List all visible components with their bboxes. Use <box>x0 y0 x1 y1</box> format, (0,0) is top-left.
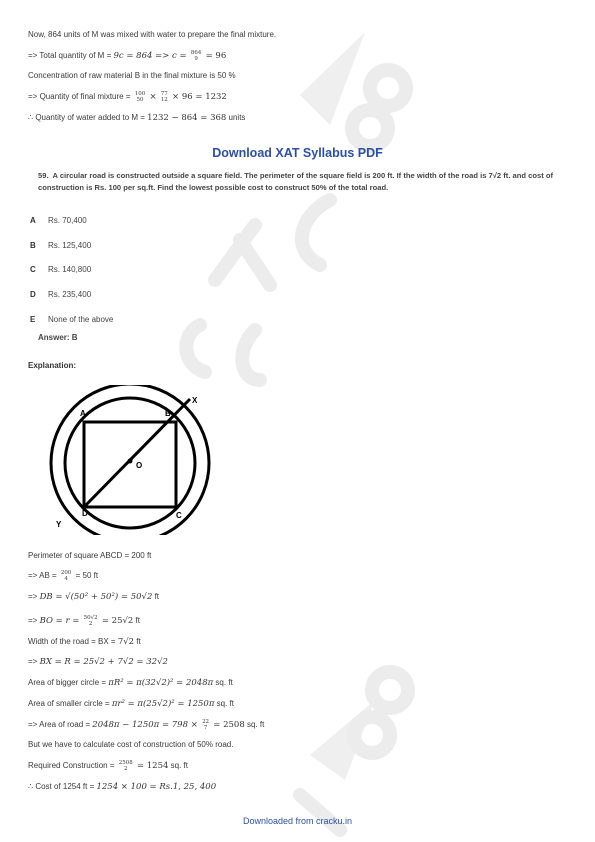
solution-line-9: => Area of road = 2048π − 1250π = 798 × 22 7 = 2508 sq. ft <box>28 719 265 731</box>
label-d: D <box>82 509 88 518</box>
option-c[interactable]: C Rs. 140,800 <box>30 265 92 274</box>
label-x: X <box>192 396 198 405</box>
solution-line-12: ∴ Cost of 1254 ft = 1254 × 100 = Rs.1, 25, 400 <box>28 782 217 792</box>
solution-line-7: Area of bigger circle = πR² = π(32√2)² = 2048π sq. ft <box>28 678 233 688</box>
center-point <box>128 459 133 464</box>
solution-line-1: Perimeter of square ABCD = 200 ft <box>28 551 152 560</box>
question-text: 59. A circular road is constructed outside a square field. The perimeter of the square field is 200 ft. If the width of the road is 7√2 ft. and cost of construction is Rs. 100 per sq.ft. Find the lowest possible cost to construct 50% of the total road. <box>38 171 554 192</box>
solution-line-11: Required Construction = 2508 2 = 1254 sq. ft <box>28 760 188 772</box>
option-a[interactable]: A Rs. 70,400 <box>30 216 87 225</box>
solution-line-4: => BO = r = 50√2 2 = 25√2 ft <box>28 615 140 627</box>
solution-line-2: => AB = 200 4 = 50 ft <box>28 570 99 582</box>
solution-line-3: => DB = √(50² + 50²) = 50√2 ft <box>28 592 160 602</box>
diagonal-line <box>84 399 190 507</box>
solution-line-8: Area of smaller circle = πr² = π(25√2)² = 1250π sq. ft <box>28 699 234 709</box>
label-a: A <box>80 409 86 418</box>
intro-line-3: Concentration of raw material B in the final mixture is 50 % <box>28 71 236 80</box>
label-b: B <box>165 409 171 418</box>
syllabus-download-link[interactable]: Download XAT Syllabus PDF <box>212 146 383 160</box>
label-o: O <box>136 461 143 470</box>
intro-line-1: Now, 864 units of M was mixed with water to prepare the final mixture. <box>28 30 277 39</box>
intro-line-5: ∴ Quantity of water added to M = 1232 − 864 = 368 units <box>28 113 246 123</box>
label-y: Y <box>56 520 62 529</box>
option-d[interactable]: D Rs. 235,400 <box>30 290 92 299</box>
option-b[interactable]: B Rs. 125,400 <box>30 241 92 250</box>
intro-line-2: => Total quantity of M = 9c = 864 => c = 864 9 = 96 <box>28 50 227 62</box>
footer-link[interactable]: Downloaded from cracku.in <box>242 816 353 826</box>
label-c: C <box>176 511 182 520</box>
option-e[interactable]: E None of the above <box>30 315 114 324</box>
circle-square-diagram <box>40 385 230 535</box>
answer-label: Answer: B <box>38 333 78 342</box>
intro-line-4: => Quantity of final mixture = 100 50 × 77 12 × 96 = 1232 <box>28 91 227 103</box>
solution-line-5: Width of the road = BX = 7√2 ft <box>28 637 141 647</box>
solution-line-6: => BX = R = 25√2 + 7√2 = 32√2 <box>28 657 168 667</box>
solution-line-10: But we have to calculate cost of construction of 50% road. <box>28 740 234 749</box>
explanation-label: Explanation: <box>28 361 77 370</box>
